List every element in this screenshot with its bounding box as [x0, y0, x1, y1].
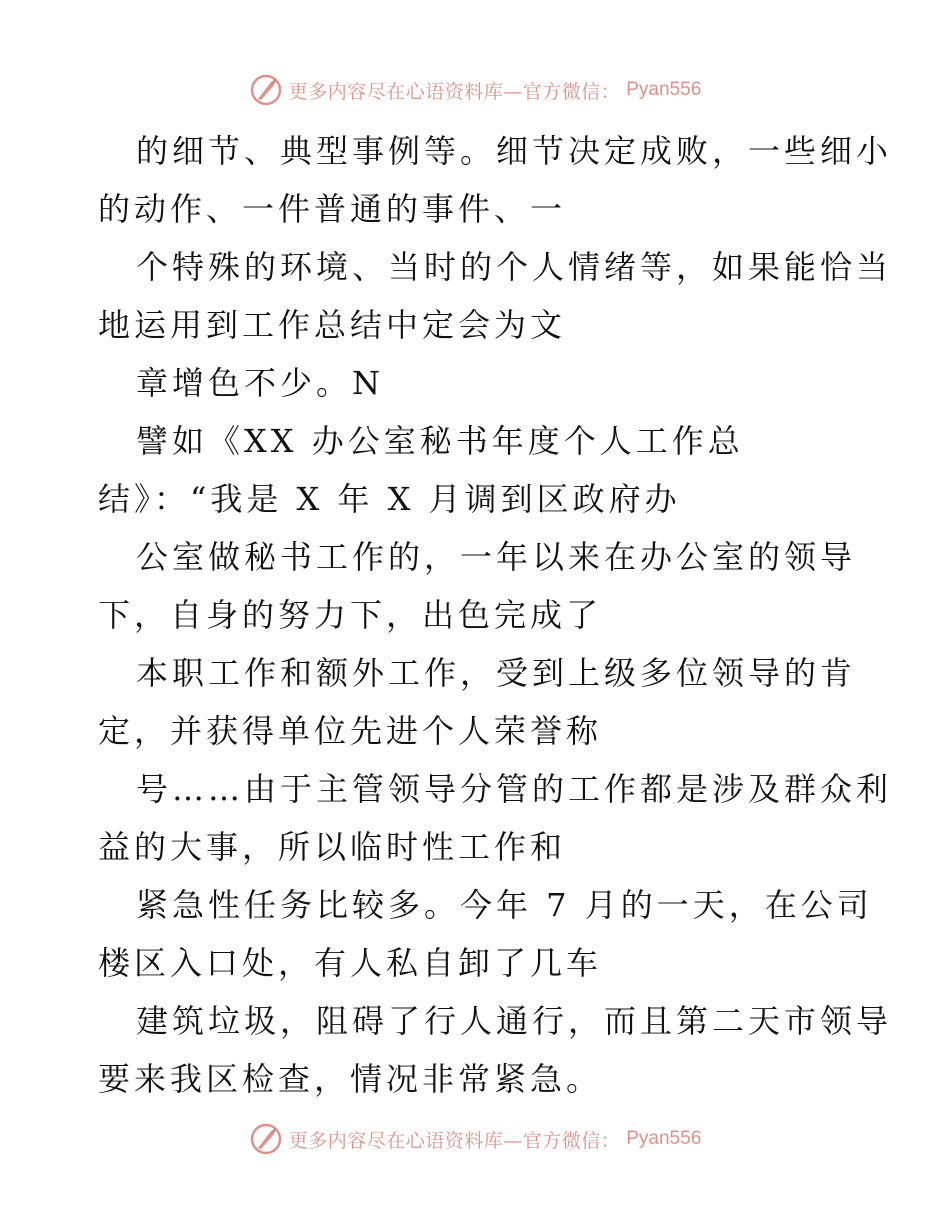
watermark-account: Pyan556	[626, 1128, 702, 1149]
watermark-group	[249, 1122, 702, 1156]
text-line: 的动作、一件普通的事件、一	[98, 190, 567, 228]
text-line: 章增色不少。N	[136, 364, 385, 402]
watermark-text: 更多内容尽在心语资料库—官方微信：	[288, 1129, 621, 1152]
document-body	[98, 122, 893, 1108]
text-line: 要来我区检查，情况非常紧急。	[98, 1060, 603, 1098]
watermark-text: 更多内容尽在心语资料库—官方微信：	[288, 80, 621, 103]
header-watermark	[0, 70, 950, 110]
text-line: 楼区入口处，有人私自卸了几车	[98, 944, 603, 982]
text-line: 公室做秘书工作的，一年以来在办公室的领导	[136, 538, 857, 576]
text-line: 益的大事，所以临时性工作和	[98, 828, 567, 866]
watermark-account: Pyan556	[626, 79, 702, 100]
text-line: 地运用到工作总结中定会为文	[98, 306, 567, 344]
quill-logo-icon	[249, 1122, 283, 1156]
text-line: 的细节、典型事例等。细节决定成败，一些细小	[136, 132, 893, 170]
text-line: 本职工作和额外工作，受到上级多位领导的肯	[136, 654, 857, 692]
watermark-group	[249, 73, 702, 107]
text-line: 建筑垃圾，阻碍了行人通行，而且第二天市领导	[136, 1002, 893, 1040]
text-line: 结》：“我是 X 年 X 月调到区政府办	[98, 480, 681, 518]
text-line: 号……由于主管领导分管的工作都是涉及群众利	[136, 770, 893, 808]
text-line: 紧急性任务比较多。今年 7 月的一天，在公司	[136, 886, 873, 924]
text-line: 譬如《XX 办公室秘书年度个人工作总	[136, 422, 744, 460]
quill-logo-icon	[249, 73, 283, 107]
text-line: 下，自身的努力下，出色完成了	[98, 596, 603, 634]
text-line: 个特殊的环境、当时的个人情绪等，如果能恰当	[136, 248, 893, 286]
text-line: 定，并获得单位先进个人荣誉称	[98, 712, 603, 750]
footer-watermark	[0, 1119, 950, 1159]
